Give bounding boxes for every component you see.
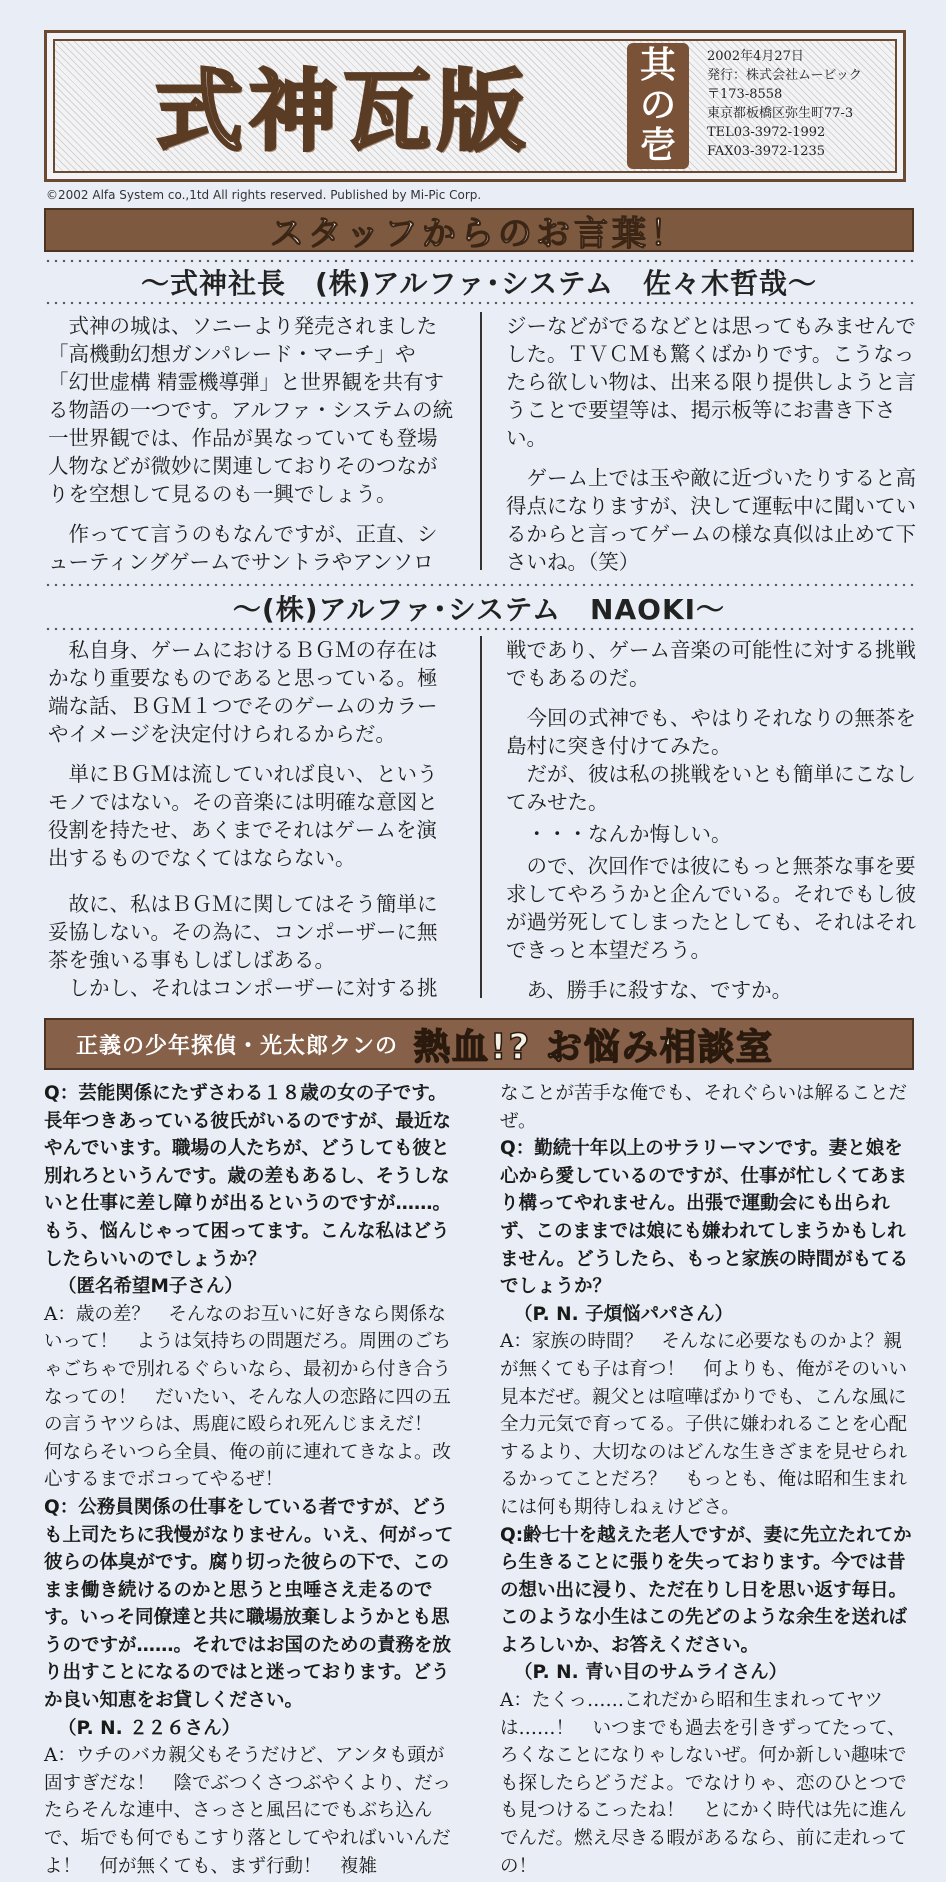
paragraph: 作ってて言うのもなんですが、正直、シューティングゲームでサントラやアンソロ [48, 522, 438, 574]
column-divider [480, 312, 482, 570]
dotted-divider [44, 300, 914, 306]
article1-left-column [48, 312, 456, 576]
paragraph: だが、彼は私の挑戦をいとも簡単にこなしてみせた。 [506, 762, 916, 814]
paragraph: 戦であり、ゲーム音楽の可能性に対する挑戦でもあるのだ。 [506, 638, 916, 690]
answer: A：歳の差？ そんなのお互いに好きなら関係ないって！ ようは気持ちの問題だろ。周囲のごちゃごちゃで別れるぐらいなら、最初から付き合うなっての！ だいたい、そんな人の恋路に四の五の言うヤツらは、馬鹿に殴られ死んじまえだ！ 何ならそいつら全員、俺の前に連れてきなよ。改心するまでボコってやるぜ！ [44, 1303, 452, 1491]
qa-banner-title: 熱血!? お悩み相談室 [414, 1026, 774, 1068]
pen-name: （P. N. ２２６さん） [58, 1717, 241, 1739]
answer: A：家族の時間？ そんなに必要なものかよ？親が無くても子は育つ！ 何よりも、俺がそのいい見本だぜ。親父とは喧嘩ばかりでも、こんな風に全力元気で育ってる。子供に嫌われることを心配するより、大切なのはどんな生きざまを見せられるかってことだろ？ もっとも、俺は昭和生まれには何も期待しねぇけどさ。 [500, 1331, 908, 1518]
paragraph: ジーなどがでるなどとは思ってもみませんでした。ＴＶＣＭも驚くばかりです。こうなったら欲しい物は、出来る限り提供しようと言うことで要望等は、掲示板等にお書き下さい。 [506, 314, 916, 450]
qa-left-column [44, 1080, 462, 1880]
copyright-line: ©2002 Alfa System co.,1td All rights reserved. Published by Mi-Pic Corp. [46, 188, 482, 202]
question: Q：芸能関係にたずさわる１８歳の女の子です。長年つきあっている彼氏がいるのですが、最近なやんでいます。職場の人たちが、どうしても彼と別れろというんです。歳の差もあるし、そうしないと仕事に差し障りが出るというのですが……。もう、悩んじゃって困ってます。こんな私はどうしたらいいのでしょうか？ [44, 1083, 452, 1270]
staff-banner [44, 208, 914, 252]
qa-banner-subtitle: 正義の少年探偵・光太郎クンの [76, 1033, 399, 1059]
newsletter-title: 式神瓦版 [154, 60, 531, 163]
issue-char: 壱 [639, 125, 676, 166]
tel: TEL03-3972-1992 [707, 125, 826, 140]
paragraph: 単にＢＧＭは流していれば良い、というモノではない。その音楽には明確な意図と役割を持たせ、あくまでそれはゲームを演出するものでなくてはならない。 [48, 762, 438, 870]
dotted-divider [44, 626, 914, 632]
byline-president: ～式神社長 (株)アルファ･システム 佐々木哲哉～ [140, 267, 818, 300]
byline-naoki: ～(株)アルファ･システム NAOKI～ [232, 593, 726, 626]
fax: FAX03-3972-1235 [707, 144, 826, 159]
pub-date: 2002年4月27日 [707, 49, 804, 64]
article2-right-column [506, 636, 916, 1016]
question: Q:齢七十を越えた老人ですが、妻に先立たれてから生きることに張りを失っております。今では昔の想い出に浸り、ただ在りし日を思い返す毎日。このような小生はこの先どのような余生を送ればよろしいか、お答えください。 [500, 1524, 912, 1656]
paragraph: しかし、それはコンポーザーに対する挑 [68, 976, 438, 1000]
paragraph: 故に、私はＢＧＭに関してはそう簡単に妥協しない。その為に、コンポーザーに無茶を強いる事もしばしばある。 [48, 892, 438, 972]
question: Q：公務員関係の仕事をしている者ですが、どうも上司たちに我慢がなりません。いえ、何がって彼らの体臭がです。腐り切った彼らの下で、このまま働き続けるのかと思うと虫唾さえ走るのです。いっそ同僚達と共に職場放棄しようかとも思うのですが……。それではお国のための責務を放り出すことになるのではと迷っております。どうか良い知恵をお貸しください。 [44, 1496, 454, 1712]
qa-banner [44, 1018, 914, 1070]
staff-banner-title: スタッフからのお言葉！ [270, 213, 688, 254]
qa-right-column [500, 1080, 920, 1880]
issue-char: 其 [639, 45, 676, 86]
article2-left-column [48, 636, 456, 1002]
article1-right-column [506, 312, 916, 588]
paragraph: ・・・なんか悔しい。 [526, 822, 732, 846]
answer: A：ウチのバカ親父もそうだけど、アンタも頭が固すぎだな！ 陰でぶつくさつぶやくより、だったらそんな連中、さっさと風呂にでもぶち込んで、垢でも何でもこすり落としてやればいいんだよ！ 何が無くても、まず行動！ 複雑 [44, 1745, 452, 1877]
masthead [44, 30, 906, 182]
publisher: 発行：株式会社ムービック [707, 68, 862, 83]
pen-name: （P. N. 子煩悩パパさん） [514, 1303, 734, 1325]
paragraph: ゲーム上では玉や敵に近づいたりすると高得点になりますが、決して運転中に聞いているからと言ってゲームの様な真似は止めて下さいね。（笑） [506, 466, 916, 574]
pen-name: （P. N. 青い目のサムライさん） [514, 1662, 788, 1684]
postal-code: 〒173-8558 [707, 87, 783, 102]
paragraph: あ、勝手に殺すな、ですか。 [526, 978, 793, 1002]
title-box [63, 49, 623, 161]
paragraph: ので、次回作では彼にもっと無茶な事を要求してやろうかと企んでいる。それでもし彼が過労死してしまったとしても、それはそれできっと本望だろう。 [506, 854, 916, 962]
issue-char: の [639, 85, 676, 126]
question: Q：勤続十年以上のサラリーマンです。妻と娘を心から愛しているのですが、仕事が忙しくてあまり構ってやれません。出張で運動会にも出られず、このままでは娘にも嫌われてしまうかもしれません。どうしたら、もっと家族の時間がもてるでしょうか？ [500, 1138, 909, 1298]
issue-badge [627, 43, 689, 169]
answer: なことが苦手な俺でも、それぐらいは解ることだぜ。 [500, 1083, 908, 1132]
publication-info [707, 47, 899, 161]
paragraph: 今回の式神でも、やはりそれなりの無茶を島村に突き付けてみた。 [506, 706, 916, 758]
pen-name: （匿名希望M子さん） [58, 1276, 243, 1298]
column-divider [480, 636, 482, 998]
paragraph: 式神の城は、ソニーより発売されました「高機動幻想ガンパレード・マーチ」や「幻世虚構 精霊機導弾」と世界観を共有する物語の一つです。アルファ・システムの統一世界観では、作品が異なっていても登場人物などが微妙に関連しておりそのつながりを空想して見るのも一興でしょう。 [48, 314, 454, 506]
answer: A：たくっ……これだから昭和生まれってヤツは……！ いつまでも過去を引きずってたって、ろくなことになりゃしないぜ。何か新しい趣味でも探したらどうだよ。でなけりゃ、恋のひとつでも見つけるこったね！ とにかく時代は先に進んでんだ。燃え尽きる暇があるなら、前に走れっての！ [500, 1690, 908, 1877]
address: 東京都板橋区弥生町77-3 [707, 106, 854, 121]
paragraph: 私自身、ゲームにおけるＢＧＭの存在はかなり重要なものであると思っている。極端な話、ＢＧＭ１つでそのゲームのカラーやイメージを決定付けられるからだ。 [48, 638, 438, 746]
